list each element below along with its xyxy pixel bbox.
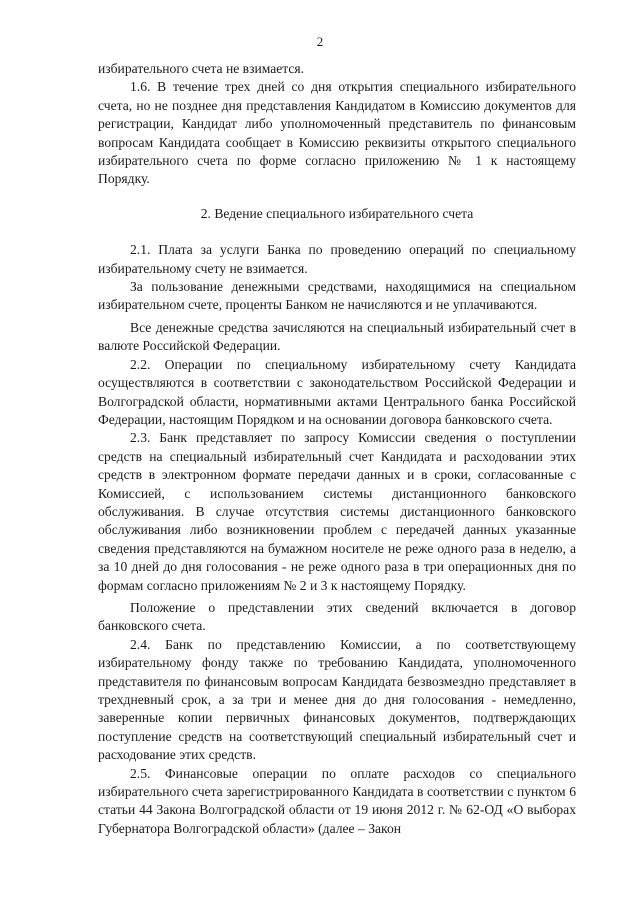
paragraph-interest: За пользование денежными средствами, находящимися на специальном избирательном счете, проценты Банком не начисляются и не уплачиваются. — [98, 279, 576, 313]
paragraph-2-3: 2.3. Банк представляет по запросу Комиссии сведения о поступлении средств на специальный избирательный счет Кандидата и расходовании этих средств в электронном формате передачи данных и в сроки, согласованные с Комиссией, с использованием системы дистанционного банковского обслуживания. В случае отсутствия системы дистанционного банковского обслуживания либо возникновении проблем с передачей данных указанные сведения представляются на бумажном носителе не реже одного раза в неделю, а за 10 дней до дня голосования - не реже одного раза в три операционных дня по формам согласно приложениям № 2 и 3 к настоящему Порядку. — [98, 430, 576, 593]
paragraph-2-5: 2.5. Финансовые операции по оплате расходов со специального избирательного счета зарегистрированного Кандидата в соответствии с пунктом 6 статьи 44 Закона Волгоградской области от 19 июня 2012 г. № 62-ОД «О выборах Губернатора Волгоградской области» (далее – Закон — [98, 765, 576, 836]
paragraph-2-2: 2.2. Операции по специальному избирательному счету Кандидата осуществляются в соответствии с законодательством Российской Федерации и Волгоградской области, нормативными актами Центрального банка Российской Федерации, настоящим Порядком и на основании договора банковского счета. — [98, 356, 576, 427]
paragraph-currency: Все денежные средства зачисляются на специальный избирательный счет в валюте Российской Федерации. — [98, 319, 576, 354]
paragraph-contract-clause: Положение о представлении этих сведений включается в договор банковского счета. — [98, 599, 576, 634]
page-number: 2 — [316, 34, 324, 49]
document-body — [98, 60, 576, 838]
paragraph-1-6: 1.6. В течение трех дней со дня открытия специального избирательного счета, но не позднее дня представления Кандидатом в Комиссию документов для регистрации, Кандидат либо уполномоченный представитель по финансовым вопросам Кандидата сообщает в Комиссию реквизиты открытого специального избирательного счета по форме согласно приложению № 1 к настоящему Порядку. — [98, 79, 576, 187]
paragraph-continuation: избирательного счета не взимается. — [98, 61, 305, 76]
paragraph-2-1: 2.1. Плата за услуги Банка по проведению операций по специальному избирательному счету не взимается. — [98, 242, 576, 276]
section-heading: 2. Ведение специального избирательного счета — [200, 205, 474, 221]
paragraph-2-4: 2.4. Банк по представлению Комиссии, а по соответствующему избирательному фонду также по требованию Кандидата, уполномоченного представителя по финансовым вопросам Кандидата безвозмездно представляет в трехдневный срок, а за три и менее дня до дня голосования - немедленно, заверенные копии первичных финансовых документов, подтверждающих поступление средств на соответствующий специальный избирательный счет и расходование этих средств. — [98, 636, 576, 763]
